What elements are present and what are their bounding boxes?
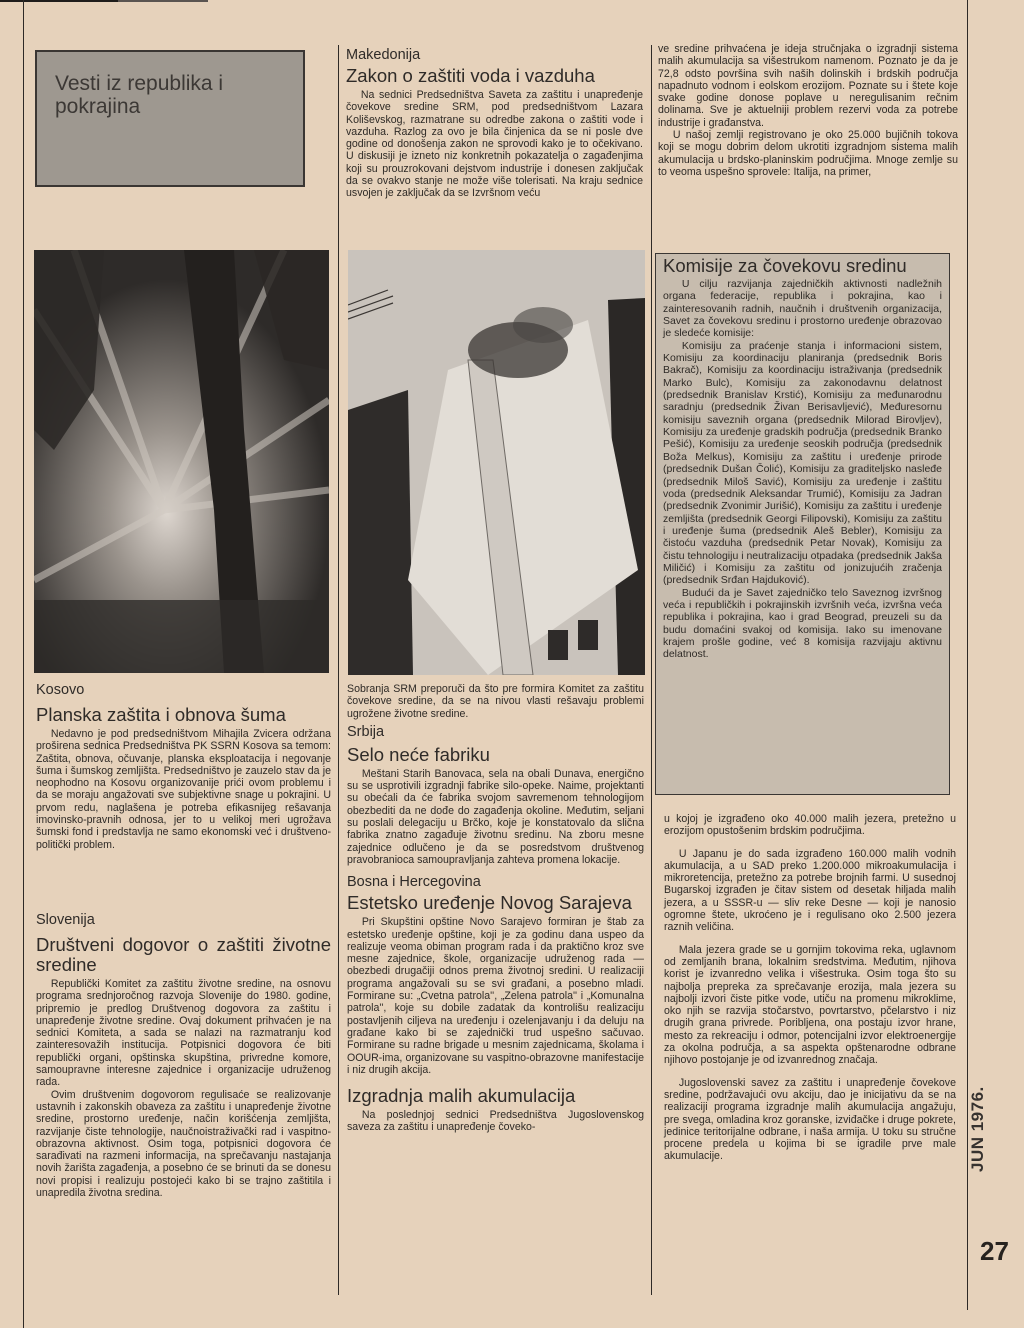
article-paragraph: Jugoslovenski savez za zaštitu i unapređenje čovekove sredine, podržavajući ovu akciju, dao je inicijativu da se na realizaciji programa izgradnje malih akumulacija angažuju, pre svega, omladina kroz goranske, izviđačke i druge pokrete, jedinice teritorijalne odbrane, i naša armija. U toku su stručne procene predela u kojima bi se igradile prve male akumulacije. [664, 1076, 956, 1163]
article-paragraph: Meštani Starih Banovaca, sela na obali Dunava, energično su se usprotivili izgradnji fabrike silo-opeke. Naime, projektanti su obećali da će fabrika svojom savremenom tehnologijom obezbediti da ne dođe do zagađenja okoline. Međutim, seljani su poslali delegaciju u Brčko, koje je konstatovalo da slična fabrika znatno zagađuje životnu sredinu. Na zboru mesne zajednice odlučeno je da se posredstvom društvenog pravobranioca samoupravljanja zahteva promena lokacije. [347, 767, 644, 866]
sidebar-paragraph: Komisiju za praćenje stanja i informacioni sistem, Komisiju za koordinaciju planiranja (predsednik Boris Bakrač), Komisiju za koordinaciju istraživanja (predsednik Marko Bulc), Komisiju za zakonodavnu delatnost (predsednik Branislav Krstić), Komisiju za međunarodnu saradnju (predsednik Živan Berisavljević), Međuresornu komisiju saveznih organa (predsednik Milorad Birovljev), Komisiju za uređenje gradskih područja (predsednik Branko Pešić), Komisiju za uređenje seoskih područja (predsednik Boža Melkus), Komisiju za zaštitu i uređenje prirode (predsednik Dušan Čolić), Komisiju za graditeljsko nasleđe (predsednik Miloš Savić), Komisiju za uređenje i zaštitu voda (predsednik Aleksandar Trumić), Komisiju za Jadran (predsednik Zvonimir Jurišić), Komisiju za zaštitu i uređenje zemljišta (predsednik Georgi Filipovski), Komisiju za zaštitu i uređenje šuma (predsednik Aleš Bebler), Komisiju za čistoću vazduha (predsednik Petar Novak), Komisiju za čistu tehnologiju i neutralizaciju otpadaka (predsednik Jakša Miličić) i Komisiju za zaštitu od jonizujućih zračenja (predsednik Srđan Hajduković). [663, 339, 942, 587]
article-region: Kosovo [36, 682, 85, 698]
article-headline: Selo neće fabriku [347, 743, 490, 765]
article-paragraph: Republički Komitet za zaštitu životne sredine, na osnovu programa srednjoročnog razvoja Slovenije do 1980. godine, pripremio je predlog Društvenog dogovora za zaštitu i unapređenje životne sredine. Ovaj dokument prihvaćen je na sednici Komiteta, a sada se nalazi na razmatranju kod zainteresovažih institucija. Potpisnici dogovora će biti republički organi, opštinska skupština, privredne komore, samoupravne interesne zajednice i organizacije udruženog rada. [36, 978, 331, 1089]
article-paragraph: Pri Skupštini opštine Novo Sarajevo formiran je štab za estetsko uređenje opštine, koji je za godinu dana uspeo da realizuje veoma obiman program rada i da praktično kroz sve mesne zajednice, škole, organizacije udruženog rada — obezbedi drugačiji odnos prema životnoj sredini. U realizaciji programa angažovali su se svi građani, a posebno mladi. Formirane su: „Cvetna patrola'', „Zelena patrola'' i „Komunalna patrola'', koje su dobile zadatak da kontrolišu realizaciju postavljenih ciljeva na uređenju i ozelenjavanju i da deluju na građane kako bi se zajednički trud uspešno sačuvao. Formirane su radne brigade u mesnim zajednicama, školama i OOUR-ima, organizovane su vaspitno-obrazovne manifestacije i niz drugih akcija. [347, 916, 644, 1076]
smokestack-photo [348, 250, 645, 675]
article-region: Slovenija [36, 912, 95, 928]
sidebar-headline: Komisije za čovekovu sredinu [663, 255, 907, 276]
column-rule-2 [651, 45, 652, 1295]
column-rule-left [23, 0, 24, 1328]
article-kosovo [36, 682, 331, 851]
sidebar-paragraph: Budući da je Savet zajedničko telo Saveznog izvršnog veća i republičkih i pokrajinskih izvršnih veća, izvršna veća republika i pokrajina, kao i grad Beograd, preuzeli su da budu domaćini svakoj od komisija. Iako su imenovane krajem prošle godine, već 8 komisija razvijaju aktivnu delatnost. [663, 586, 942, 661]
page-edge-mark [118, 0, 208, 2]
article-headline: Društveni dogovor o zaštiti životne sredine [36, 934, 331, 975]
forest-photo [34, 250, 329, 673]
article-akumulacije-cont-bottom [664, 813, 956, 1163]
section-title: Vesti iz republika i pokrajina [55, 72, 224, 118]
page-number: 27 [980, 1236, 1009, 1266]
article-paragraph: Na poslednjoj sednici Predsedništva Jugoslovenskog saveza za zaštitu i unapređenje čoveko- [347, 1109, 644, 1134]
article-headline: Estetsko uređenje Novog Sarajeva [347, 892, 632, 914]
article-headline: Planska zaštita i obnova šuma [36, 704, 286, 725]
article-paragraph: U našoj zemlji registrovano je oko 25.000 bujičnih tokova koji se mogu dobrim delom ukrotiti izgradnjom sistema malih akumulacija u brdsko-planinskim područjima. Mnoge zemlje su to veoma uspešno sprovele: Italija, na primer, [658, 129, 958, 178]
article-headline: Izgradnja malih akumulacija [347, 1085, 576, 1107]
article-paragraph: Mala jezera grade se u gornjim tokovima reka, uglavnom od zemljanih brana, lokalnim sredstvima. Međutim, njihova korist je izvanredno velika i višestruka. Osim toga što su najbolja prepreka za sprečavanje erozija, mala jezera su najbolji izvori čiste pitke vode, utiču na promenu mikroklime, oko njih se razvija stočarstvo, povrtarstvo, pčelarstvo i niz drugih grana privrede. Poribljena, ona postaju izvor hrane, mesto za rekreaciju i odmor, potencijalni izvor elektroenergije za okolna područja, a sa aspekta opštenarodne odbrane njihovo postojanje je od izvanrednog značaja. [664, 943, 956, 1067]
article-akumulacije-cont-top [658, 43, 958, 178]
article-region: Srbija [347, 723, 385, 740]
page-edge-mark [0, 0, 118, 2]
article-paragraph: Ovim društvenim dogovorom regulisaće se realizovanje ustavnih i zakonskih obaveza za zaštitu i unapređenje životne sredine, prostorno uređenje, način korišćenja zemljišta, razvijanje čiste tehnologije, naučnoistraživački rad i vaspitno-obrazovna aktivnost. Osim toga, potpisnici dogovora će sarađivati na razmeni informacija, na sprečavanju nastajanja novih žarišta zagađenja, a posebno će se brinuti da se donesu novi propisi i realizuju postojeći kako bi se trajno zaštitila i unapredila životna sredina. [36, 1088, 331, 1200]
sidebar-paragraph: U cilju razvijanja zajedničkih aktivnosti nadležnih organa federacije, republika i pokrajina, kao i zainteresovanih radnih, naučnih i društvenih organizacija, Savet za čovekovu sredinu i prostorno uređenje obrazovao je sledeće komisije: [663, 278, 942, 340]
section-header-box [35, 50, 305, 187]
article-paragraph: Na sednici Predsedništva Saveta za zaštitu i unapređenje čovekove sredine SRM, pod predsedništvom Lazara Koliševskog, razmatrane su odredbe zakona o zaštiti vode i vazduha. Razlog za ovo je bila činjenica da se ni posle dve godine od donošenja zakon ne sprovodi kako je to očekivano. U diskusiji je izneto niz konkretnih pokazatelja o zagađenjima koji su prouzrokovani dejstvom industrije i donesen zaključak da se ovakvo stanje ne može više tolerisati. Na kraju sednice usvojen je zaključak da se Izvršnom veću [346, 89, 643, 200]
column-rule-1 [338, 45, 339, 1295]
sidebar-komisije [655, 253, 950, 795]
article-makedonija [346, 47, 643, 200]
article-paragraph: ve sredine prihvaćena je ideja stručnjaka o izgradnji sistema malih akumulacija sa višestrukom namenom. Poznato je da je 72,8 odsto površina svih naših dolinskih i brdskih područja napadnuto vodnom i eolskom erozijom. Poznate su i štete koje svake godine donose poplave u neregulisanim rečnim dolinama. Sve je aktuelniji problem rezervi voda za potrebe industrije i građanstva. [658, 43, 958, 129]
article-paragraph: u kojoj je izgrađeno oko 40.000 malih jezera, pretežno u erozijom opustošenim brdskim područjima. [664, 813, 956, 838]
article-paragraph: Nedavno je pod predsedništvom Mihajila Zvicera održana proširena sednica Predsedništva PK SSRN Kosova sa temom: Zaštita, obnova, očuvanje, planska eksploatacija i negovanje šuma i šumskog zemljišta. Predsedništvo je zauzelo stav da je neophodno na Kosovu organizovanije prići ovom problemu i da se moraju angažovati sve subjektivne snage u pokrajini. U prvom redu, naglašena je potreba efikasnijeg rešavanja imovinsko-pravnih odnosa, jer to u velikoj meri ugrožava šumski fond i predstavlja ne samo ekonomski već i društveno-politički problem. [36, 728, 331, 851]
issue-date: JUN 1976. [968, 1086, 987, 1172]
article-paragraph: U Japanu je do sada izgrađeno 160.000 malih vodnih akumulacija, a u SAD preko 1.200.000 mikroakumulacija i mikroretencija, pretežno za potrebe brojnih farmi. U susednoj Bugarskoj izgrađen je čitav sistem od desetak hiljada malih jezera, a u SSSR-u — sliv reke Desne — koji je nanosio ogromne štete, ukroćeno je i regulisano oko 2.500 jezera raznih veličina. [664, 847, 956, 934]
article-col2-lower [347, 683, 644, 1134]
article-paragraph: Sobranja SRM preporuči da što pre formira Komitet za zaštitu čovekove sredine, da se na nivou vlasti rešavaju problemi ugrožene životne sredine. [347, 683, 644, 720]
article-region: Bosna i Hercegovina [347, 874, 481, 891]
article-headline: Zakon o zaštiti voda i vazduha [346, 65, 595, 86]
article-slovenija [36, 912, 331, 1199]
article-region: Makedonija [346, 47, 421, 63]
